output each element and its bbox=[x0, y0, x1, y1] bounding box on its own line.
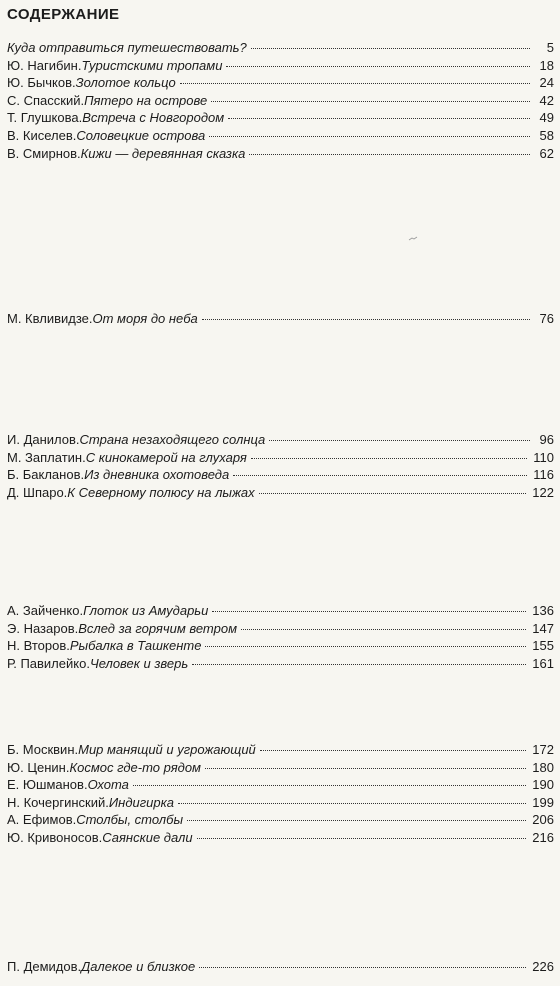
entry-title: Охота bbox=[87, 777, 129, 793]
entry-page: 172 bbox=[532, 742, 554, 757]
toc-entry bbox=[7, 109, 554, 127]
entry-author: И. Данилов. bbox=[7, 432, 80, 447]
entry-author: Б. Москвин. bbox=[7, 742, 79, 757]
entry-author: Б. Бакланов. bbox=[7, 467, 85, 483]
entry-author: Ю. Нагибин. bbox=[7, 57, 82, 73]
toc-entry bbox=[7, 637, 554, 655]
dot-leader bbox=[192, 664, 526, 665]
entry-title: Из дневника охотоведа bbox=[84, 467, 230, 483]
entry-title: Далекое и близкое bbox=[81, 959, 196, 974]
dot-leader bbox=[233, 475, 527, 476]
entry-author: Ю. Бычков. bbox=[7, 75, 76, 91]
entry-title: От моря до неба bbox=[92, 311, 198, 326]
toc-entry bbox=[7, 449, 554, 467]
toc-entry bbox=[7, 829, 554, 847]
entry-author: Е. Юшманов. bbox=[7, 777, 88, 793]
paper-speck bbox=[408, 236, 418, 242]
entry-title: Космос где-то рядом bbox=[69, 759, 201, 775]
entry-title: Человек и зверь bbox=[89, 655, 189, 671]
entry-title: Рыбалка в Ташкенте bbox=[69, 638, 202, 654]
toc-entry bbox=[7, 741, 554, 759]
entry-page: 136 bbox=[532, 603, 554, 618]
toc-entry bbox=[7, 466, 554, 484]
toc-entry bbox=[7, 145, 554, 163]
entry-page: 76 bbox=[539, 311, 554, 326]
entry-page: 96 bbox=[539, 432, 554, 447]
entry-title: К Северному полюсу на лыжах bbox=[67, 484, 255, 500]
toc-entry bbox=[7, 39, 554, 57]
dot-leader bbox=[269, 440, 530, 441]
contents-heading: СОДЕРЖАНИЕ bbox=[7, 6, 120, 23]
entry-page: 155 bbox=[532, 638, 554, 654]
entry-page: 161 bbox=[532, 655, 554, 671]
entry-page: 49 bbox=[539, 110, 554, 126]
dot-leader bbox=[209, 136, 530, 137]
dot-leader bbox=[202, 319, 530, 320]
toc-entry bbox=[7, 57, 554, 75]
entry-title: С кинокамерой на глухаря bbox=[85, 449, 247, 465]
entry-page: 5 bbox=[546, 40, 554, 55]
entry-title: Вслед за горячим ветром bbox=[78, 620, 237, 636]
entry-page: 206 bbox=[532, 812, 554, 828]
entry-page: 216 bbox=[532, 829, 554, 845]
dot-leader bbox=[259, 493, 527, 494]
entry-page: 199 bbox=[532, 794, 554, 810]
dot-leader bbox=[133, 785, 526, 786]
entry-page: 147 bbox=[532, 620, 554, 636]
entry-author: П. Демидов. bbox=[7, 959, 82, 974]
entry-title: Туристскими тропами bbox=[81, 57, 223, 73]
dot-leader bbox=[251, 458, 527, 459]
entry-author: С. Спасский. bbox=[7, 92, 85, 108]
dot-leader bbox=[226, 66, 530, 67]
toc-section-6 bbox=[7, 958, 554, 976]
entry-author: Д. Шпаро. bbox=[7, 484, 68, 500]
toc-entry bbox=[7, 811, 554, 829]
entry-author: Т. Глушкова. bbox=[7, 110, 83, 126]
dot-leader bbox=[180, 83, 530, 84]
toc-section-4 bbox=[7, 602, 554, 672]
entry-title: Столбы, столбы bbox=[76, 812, 184, 828]
entry-page: 62 bbox=[539, 145, 554, 161]
toc-entry bbox=[7, 655, 554, 673]
toc-section-5 bbox=[7, 741, 554, 847]
dot-leader bbox=[178, 803, 526, 804]
entry-author: Н. Второв. bbox=[7, 638, 70, 654]
toc-section-2 bbox=[7, 310, 554, 328]
entry-author: В. Смирнов. bbox=[7, 145, 81, 161]
entry-page: 116 bbox=[533, 467, 554, 483]
entry-page: 18 bbox=[539, 57, 554, 73]
toc-entry bbox=[7, 602, 554, 620]
toc-entry bbox=[7, 759, 554, 777]
entry-title: Саянские дали bbox=[102, 829, 193, 845]
dot-leader bbox=[199, 967, 526, 968]
entry-author: Р. Павилейко. bbox=[7, 655, 90, 671]
entry-title: Пятеро на острове bbox=[84, 92, 208, 108]
entry-title: Встреча с Новгородом bbox=[82, 110, 225, 126]
toc-section-3 bbox=[7, 431, 554, 501]
dot-leader bbox=[260, 750, 527, 751]
entry-author: Э. Назаров. bbox=[7, 620, 79, 636]
entry-page: 58 bbox=[539, 127, 554, 143]
entry-author: Ю. Ценин. bbox=[7, 759, 70, 775]
dot-leader bbox=[197, 838, 527, 839]
entry-author: В. Киселев. bbox=[7, 127, 77, 143]
toc-section-1 bbox=[7, 39, 554, 162]
dot-leader bbox=[211, 101, 530, 102]
entry-title: Золотое кольцо bbox=[75, 75, 176, 91]
toc-entry bbox=[7, 794, 554, 812]
entry-title: Глоток из Амударьи bbox=[83, 603, 209, 618]
dot-leader bbox=[187, 820, 526, 821]
entry-page: 122 bbox=[532, 484, 554, 500]
entry-title: Индигирка bbox=[108, 794, 174, 810]
toc-entry bbox=[7, 620, 554, 638]
dot-leader bbox=[249, 154, 530, 155]
dot-leader bbox=[212, 611, 526, 612]
entry-title: Мир манящий и угрожающий bbox=[78, 742, 256, 757]
toc-entry bbox=[7, 484, 554, 502]
entry-author: Н. Кочергинский. bbox=[7, 794, 109, 810]
entry-title: Страна незаходящего солнца bbox=[79, 432, 266, 447]
toc-entry bbox=[7, 92, 554, 110]
dot-leader bbox=[251, 48, 530, 49]
entry-page: 42 bbox=[539, 92, 554, 108]
entry-page: 24 bbox=[539, 75, 554, 91]
entry-author: Ю. Кривоносов. bbox=[7, 829, 103, 845]
toc-entry bbox=[7, 74, 554, 92]
entry-author: А. Зайченко. bbox=[7, 603, 84, 618]
entry-title: Соловецкие острова bbox=[76, 127, 206, 143]
dot-leader bbox=[241, 629, 526, 630]
entry-page: 180 bbox=[532, 759, 554, 775]
entry-author: А. Ефимов. bbox=[7, 812, 77, 828]
toc-entry bbox=[7, 958, 554, 976]
entry-page: 190 bbox=[532, 777, 554, 793]
toc-entry bbox=[7, 127, 554, 145]
toc-entry bbox=[7, 776, 554, 794]
entry-page: 110 bbox=[533, 449, 554, 465]
dot-leader bbox=[205, 768, 526, 769]
entry-author: М. Заплатин. bbox=[7, 449, 86, 465]
dot-leader bbox=[228, 118, 530, 119]
entry-title: Кижи — деревянная сказка bbox=[80, 145, 246, 161]
toc-entry bbox=[7, 310, 554, 328]
entry-title: Куда отправиться путешествовать? bbox=[7, 40, 247, 55]
entry-author: М. Квливидзе. bbox=[7, 311, 93, 326]
toc-entry bbox=[7, 431, 554, 449]
entry-page: 226 bbox=[532, 959, 554, 974]
dot-leader bbox=[205, 646, 526, 647]
